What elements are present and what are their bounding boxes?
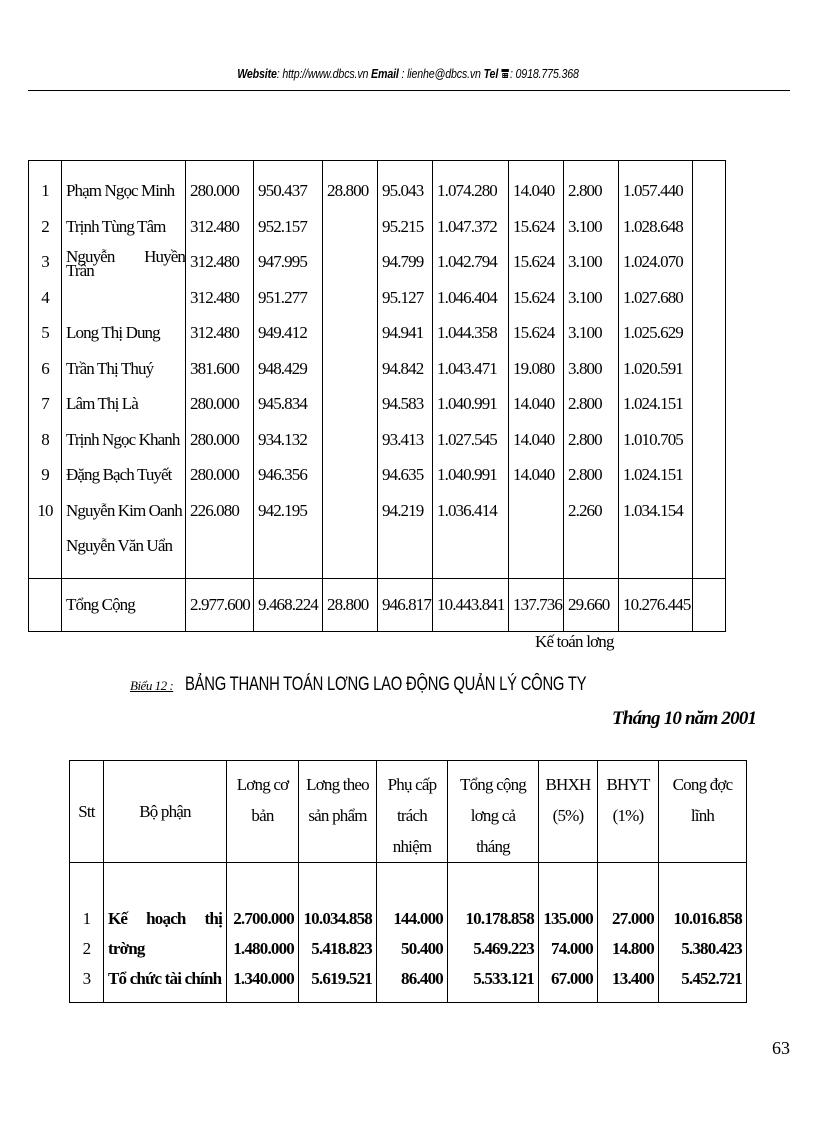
website-url: : http://www.dbcs.vn (276, 66, 369, 81)
header-stt: Stt (70, 761, 104, 863)
website-label: Website (237, 66, 277, 81)
total-c4: 946.817 (378, 579, 433, 632)
page-number: 63 (772, 1038, 790, 1058)
total-c8: 10.276.445 (619, 579, 693, 632)
page-header (73, 66, 742, 81)
table1-total-row (29, 579, 726, 632)
column-c1: 280.000 312.480 312.480 312.480 312.480 381.600 280.000 280.000 280.000 226.080 (186, 161, 254, 579)
header-product-salary: Lơng theo sản phẩm (299, 761, 377, 863)
accountant-signature-label: Kế toán lơng (535, 632, 614, 651)
period-label: Tháng 10 năm 2001 (612, 708, 757, 729)
total-salary-column: 10.178.858 5.469.223 5.533.121 (448, 863, 539, 1003)
product-salary-column: 10.034.858 5.418.823 5.619.521 (299, 863, 377, 1003)
total-c2: 9.468.224 (254, 579, 323, 632)
email-label: Email (371, 66, 399, 81)
form-title: BẢNG THANH TOÁN LƠNG LAO ĐỘNG QUẢN LÝ CÔNG TY (185, 674, 587, 695)
total-c7: 29.660 (564, 579, 619, 632)
net-pay-column: 10.016.858 5.380.423 5.452.721 (659, 863, 747, 1003)
bhxh-column: 135.000 74.000 67.000 (539, 863, 598, 1003)
header-total-salary: Tổng cộng lơng cả tháng (448, 761, 539, 863)
column-c4: 95.043 95.215 94.799 95.127 94.941 94.842 94.583 93.413 94.635 94.219 (378, 161, 433, 579)
row-numbers-column: 1 2 3 4 5 6 7 8 9 10 (29, 161, 62, 579)
header-base-salary: Lơng cơ bản (227, 761, 299, 863)
column-c6: 14.040 15.624 15.624 15.624 15.624 19.080 14.040 14.040 14.040 (509, 161, 564, 579)
total-index-cell (29, 579, 62, 632)
total-c1: 2.977.600 (186, 579, 254, 632)
employee-salary-table (28, 160, 726, 632)
header-allowance: Phụ cấp trách nhiệm (377, 761, 448, 863)
table2-body (70, 863, 747, 1003)
header-net-pay: Cong đợc lĩnh (659, 761, 747, 863)
employee-names-column: Phạm Ngọc Minh Trịnh Tùng Tâm Nguyễn Huyền Trân Long Thị Dung Trần Thị Thuý Lâm Thị Là Trịnh Ngọc Khanh Đặng Bạch Tuyết Nguyễn Kim Oanh Nguyễn Văn Uẩn (62, 161, 186, 579)
total-c5: 10.443.841 (433, 579, 509, 632)
phone-icon (501, 68, 510, 79)
column-empty (693, 161, 726, 579)
dept-column: Kế hoạch thị trờng Tổ chức tài chính (104, 863, 227, 1003)
table2-header-row (70, 761, 747, 863)
email-address: : lienhe@dbcs.vn (401, 66, 481, 81)
column-c5: 1.074.280 1.047.372 1.042.794 1.046.404 1.044.358 1.043.471 1.040.991 1.027.545 1.040.991 1.036.414 (433, 161, 509, 579)
table1-body (29, 161, 726, 579)
department-payroll-table (69, 760, 747, 1003)
stt-column: 1 2 3 (70, 863, 104, 1003)
header-bhyt: BHYT (1%) (598, 761, 659, 863)
header-bhxh: BHXH (5%) (539, 761, 598, 863)
total-empty-cell (693, 579, 726, 632)
column-c3: 28.800 (323, 161, 378, 579)
total-label: Tổng Cộng (62, 579, 186, 632)
base-salary-column: 2.700.000 1.480.000 1.340.000 (227, 863, 299, 1003)
allowance-column: 144.000 50.400 86.400 (377, 863, 448, 1003)
form-number-label: Biểu 12 : (130, 678, 174, 693)
column-c2: 950.437 952.157 947.995 951.277 949.412 948.429 945.834 934.132 946.356 942.195 (254, 161, 323, 579)
header-divider (28, 90, 790, 91)
bhyt-column: 27.000 14.800 13.400 (598, 863, 659, 1003)
tel-label: Tel (483, 66, 499, 81)
total-c3: 28.800 (323, 579, 378, 632)
header-dept: Bộ phận (104, 761, 227, 863)
column-c7: 2.800 3.100 3.100 3.100 3.100 3.800 2.800 2.800 2.800 2.260 (564, 161, 619, 579)
tel-number: : 0918.775.368 (509, 66, 579, 81)
total-c6: 137.736 (509, 579, 564, 632)
column-c8: 1.057.440 1.028.648 1.024.070 1.027.680 1.025.629 1.020.591 1.024.151 1.010.705 1.024.151 1.034.154 (619, 161, 693, 579)
